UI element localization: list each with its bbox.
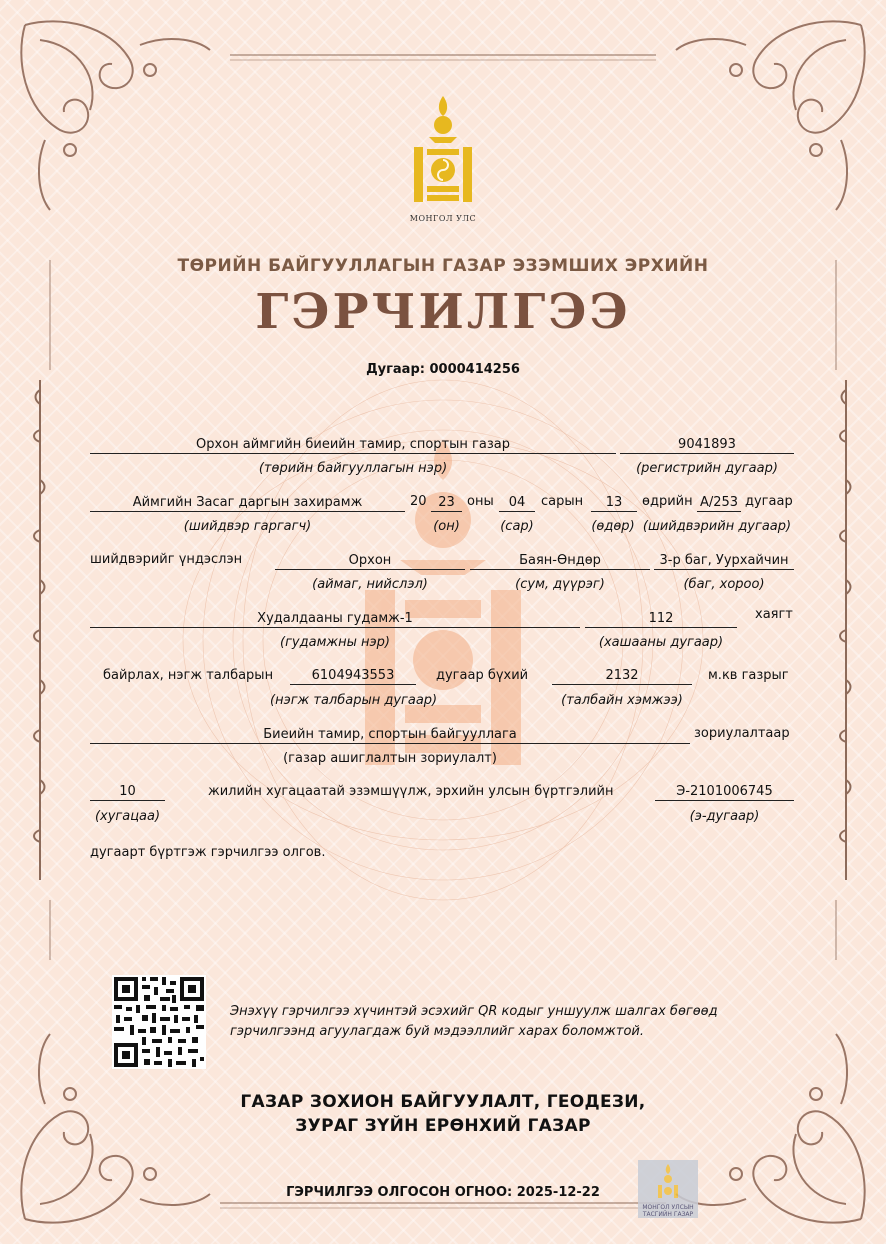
decision-number-caption: (шийдвэрийн дугаар) [642, 519, 792, 534]
bag-value: 3-р баг, Уурхайчин [654, 552, 794, 570]
e-number-caption: (э-дугаар) [689, 809, 760, 824]
year-value: 23 [431, 494, 462, 512]
stamp-text: МОНГОЛ УЛСЫН ТАСГИЙН ГАЗАР [642, 1204, 694, 1218]
day-word: өдрийн [642, 494, 693, 509]
corner-ornament-top-left [21, 21, 210, 210]
address-tail-text: хаягт [755, 607, 793, 622]
decision-word: дугаар [745, 494, 793, 509]
certificate-number: Дугаар: 0000414256 [366, 362, 520, 377]
register-number-value: 9041893 [620, 436, 794, 454]
registry-stamp [638, 1160, 698, 1218]
issuer-value: Аймгийн Засаг даргын захирамж [90, 494, 405, 512]
emblem-caption: МОНГОЛ УЛС [409, 214, 477, 223]
day-caption: (өдөр) [591, 519, 635, 534]
sum-caption: (сум, дүүрэг) [515, 577, 605, 592]
area-tail-text: м.кв газрыг [708, 668, 789, 683]
area-caption: (талбайн хэмжээ) [561, 693, 683, 708]
qr-code-icon[interactable] [112, 975, 206, 1069]
e-number-value: Э-2101006745 [655, 783, 794, 801]
year-word: оны [467, 494, 494, 509]
land-purpose-caption: (газар ашиглалтын зориулалт) [283, 751, 497, 766]
parcel-lead-text: байрлах, нэгж талбарын [103, 668, 274, 683]
land-purpose-value: Биеийн тамир, спортын байгууллага [90, 726, 690, 744]
month-value: 04 [499, 494, 535, 512]
year-caption: (он) [433, 519, 460, 534]
decision-number-value: А/253 [697, 494, 741, 512]
yard-number-caption: (хашааны дугаар) [598, 635, 724, 650]
sum-value: Баян-Өндөр [470, 552, 650, 570]
aimag-value: Орхон [275, 552, 465, 570]
month-word: сарын [541, 494, 584, 509]
yard-number-value: 112 [585, 610, 737, 628]
mongol-script-ornament-left [34, 380, 45, 880]
issuing-org-line1: ГАЗАР ЗОХИОН БАЙГУУЛАЛТ, ГЕОДЕЗИ, [240, 1092, 646, 1112]
term-value: 10 [90, 783, 165, 801]
org-name-caption: (төрийн байгууллагын нэр) [258, 461, 448, 476]
qr-note-line1: Энэхүү гэрчилгээ хүчинтэй эсэхийг QR кодыг уншуулж шалгах бөгөөд [230, 1004, 718, 1019]
corner-ornament-top-right [676, 21, 865, 210]
parcel-number-value: 6104943553 [290, 667, 416, 685]
year-prefix: 20 [410, 494, 427, 509]
basis-lead-text: шийдвэрийг үндэслэн [90, 552, 243, 567]
aimag-caption: (аймаг, нийслэл) [312, 577, 428, 592]
certificate-subtitle: ТӨРИЙН БАЙГУУЛЛАГЫН ГАЗАР ЭЗЭМШИХ ЭРХИЙН [177, 256, 709, 276]
bag-caption: (баг, хороо) [683, 577, 765, 592]
issuing-org-line2: ЗУРАГ ЗҮЙН ЕРӨНХИЙ ГАЗАР [295, 1116, 591, 1136]
street-caption: (гудамжны нэр) [280, 635, 390, 650]
term-caption: (хугацаа) [94, 809, 161, 824]
soyombo-watermark [365, 440, 521, 765]
closing-text: дугаарт бүртгэж гэрчилгээ олгов. [90, 845, 326, 860]
mongol-script-ornament-right [840, 380, 851, 880]
issue-date: ГЭРЧИЛГЭЭ ОЛГОСОН ОГНОО: 2025-12-22 [286, 1185, 600, 1200]
soyombo-emblem-icon [405, 92, 481, 212]
qr-note [230, 1002, 718, 1042]
org-name-value: Орхон аймгийн биеийн тамир, спортын газар [90, 436, 616, 454]
qr-note-line2: гэрчилгээнд агуулагдаж буй мэдээллийг харах боломжтой. [230, 1024, 644, 1039]
parcel-number-caption: (нэгж талбарын дугаар) [270, 693, 438, 708]
register-number-caption: (регистрийн дугаар) [636, 461, 778, 476]
issuer-caption: (шийдвэр гаргагч) [183, 519, 312, 534]
stamp-emblem-icon [638, 1160, 698, 1200]
parcel-mid-text: дугаар бүхий [436, 668, 529, 683]
certificate-title: ГЭРЧИЛГЭЭ [255, 284, 631, 340]
term-mid-text: жилийн хугацаатай эзэмшүүлж, эрхийн улсын бүртгэлийн [208, 784, 614, 799]
area-value: 2132 [552, 667, 692, 685]
purpose-tail-text: зориулалтаар [694, 726, 790, 741]
street-value: Худалдааны гудамж-1 [90, 610, 580, 628]
month-caption: (сар) [500, 519, 534, 534]
day-value: 13 [591, 494, 637, 512]
